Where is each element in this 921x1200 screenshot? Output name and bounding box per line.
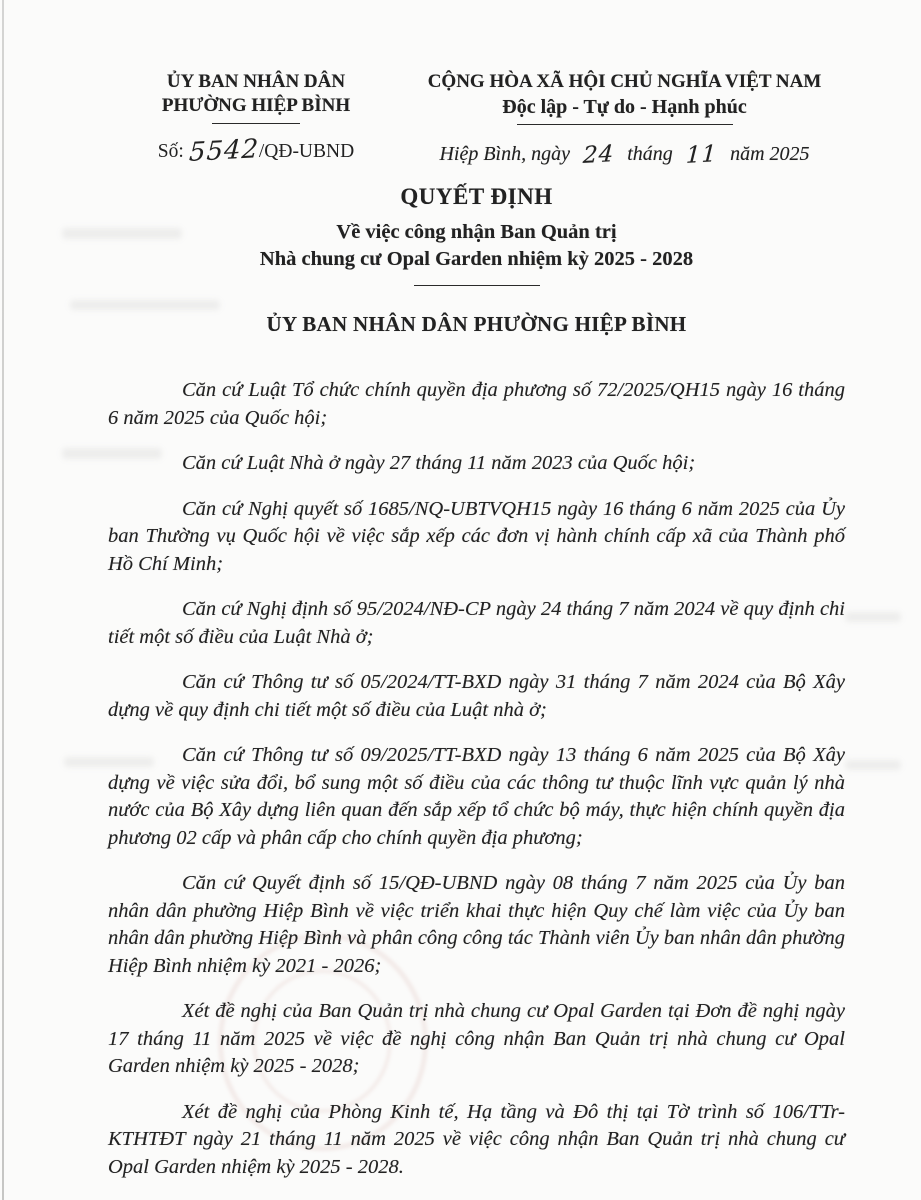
national-motto-block bbox=[404, 70, 845, 169]
authority-name-line2: PHƯỜNG HIỆP BÌNH bbox=[161, 95, 351, 116]
issue-date-month-word: tháng bbox=[627, 143, 673, 165]
title-underline-rule bbox=[414, 285, 540, 286]
proposal-paragraph: Xét đề nghị của Ban Quản trị nhà chung cư Opal Garden tại Đơn đề nghị ngày 17 tháng 11 năm 2025 về việc đề nghị công nhận Ban Quản trị nhà chung cư Opal Garden nhiệm kỳ 2025 - 2028; bbox=[108, 1000, 845, 1077]
issue-date-line bbox=[404, 141, 845, 169]
document-title-block bbox=[108, 184, 845, 286]
scan-edge-artifact bbox=[2, 0, 4, 1200]
legal-basis-paragraph: Căn cứ Thông tư số 05/2024/TT-BXD ngày 31 tháng 7 năm 2024 của Bộ Xây dựng về quy định chi tiết một số điều của Luật nhà ở; bbox=[108, 671, 845, 721]
issue-date-year: năm 2025 bbox=[730, 143, 810, 165]
authority-name-line1: ỦY BAN NHÂN DÂN bbox=[166, 71, 346, 92]
legal-basis-paragraph: Căn cứ Luật Tổ chức chính quyền địa phương số 72/2025/QH15 ngày 16 tháng 6 năm 2025 của Quốc hội; bbox=[108, 379, 845, 429]
document-number-prefix: Số: bbox=[157, 141, 184, 162]
document-subtitle-line2: Nhà chung cư Opal Garden nhiệm kỳ 2025 - 2028 bbox=[259, 248, 694, 270]
document-body bbox=[108, 377, 845, 1181]
document-number-suffix: /QĐ-UBND bbox=[258, 141, 355, 162]
authority-underline-rule bbox=[212, 123, 300, 124]
national-motto: Độc lập - Tự do - Hạnh phúc bbox=[502, 96, 747, 118]
handwritten-day: 24 bbox=[582, 141, 615, 169]
bleed-through-ghost bbox=[845, 760, 901, 770]
issuing-authority-block bbox=[108, 70, 404, 168]
document-content bbox=[108, 70, 845, 1199]
legal-basis-paragraph: Căn cứ Luật Nhà ở ngày 27 tháng 11 năm 2023 của Quốc hội; bbox=[182, 452, 696, 474]
national-title: CỘNG HÒA XÃ HỘI CHỦ NGHĨA VIỆT NAM bbox=[427, 71, 822, 92]
handwritten-document-number: 5542 bbox=[187, 134, 260, 168]
bleed-through-ghost bbox=[845, 612, 901, 622]
document-header bbox=[108, 70, 845, 169]
legal-basis-paragraph: Căn cứ Quyết định số 15/QĐ-UBND ngày 08 tháng 7 năm 2025 của Ủy ban nhân dân phường Hiệp Bình về việc triển khai thực hiện Quy chế làm việc của Ủy ban nhân dân phường Hiệp Bình và phân công công tác Thành viên Ủy ban nhân dân phường Hiệp Bình nhiệm kỳ 2021 - 2026; bbox=[108, 872, 845, 977]
proposal-paragraph: Xét đề nghị của Phòng Kinh tế, Hạ tầng và Đô thị tại Tờ trình số 106/TTr-KTHTĐT ngày 21 tháng 11 năm 2025 về việc công nhận Ban Quản trị nhà chung cư Opal Garden nhiệm kỳ 2025 - 2028. bbox=[108, 1100, 845, 1178]
legal-basis-paragraph: Căn cứ Nghị định số 95/2024/NĐ-CP ngày 24 tháng 7 năm 2024 về quy định chi tiết một số điều của Luật Nhà ở; bbox=[108, 598, 845, 648]
issuer-heading: ỦY BAN NHÂN DÂN PHƯỜNG HIỆP BÌNH bbox=[266, 312, 687, 336]
legal-basis-paragraph: Căn cứ Nghị quyết số 1685/NQ-UBTVQH15 ngày 16 tháng 6 năm 2025 của Ủy ban Thường vụ Quốc hội về việc sắp xếp các đơn vị hành chính cấp xã của Thành phố Hồ Chí Minh; bbox=[108, 497, 845, 575]
document-title: QUYẾT ĐỊNH bbox=[400, 184, 553, 209]
issue-date-place: Hiệp Bình, ngày bbox=[439, 143, 570, 165]
motto-underline-rule bbox=[517, 124, 733, 125]
handwritten-month: 11 bbox=[685, 141, 718, 169]
legal-basis-paragraph: Căn cứ Thông tư số 09/2025/TT-BXD ngày 13 tháng 6 năm 2025 của Bộ Xây dựng về việc sửa đổi, bổ sung một số điều của các thông tư thuộc lĩnh vực quản lý nhà nước của Bộ Xây dựng liên quan đến sắp xếp tổ chức bộ máy, thực hiện chính quyền địa phương 02 cấp và phân cấp cho chính quyền địa phương; bbox=[108, 744, 845, 849]
document-number-line bbox=[108, 134, 404, 168]
document-subtitle-line1: Về việc công nhận Ban Quản trị bbox=[336, 221, 617, 243]
